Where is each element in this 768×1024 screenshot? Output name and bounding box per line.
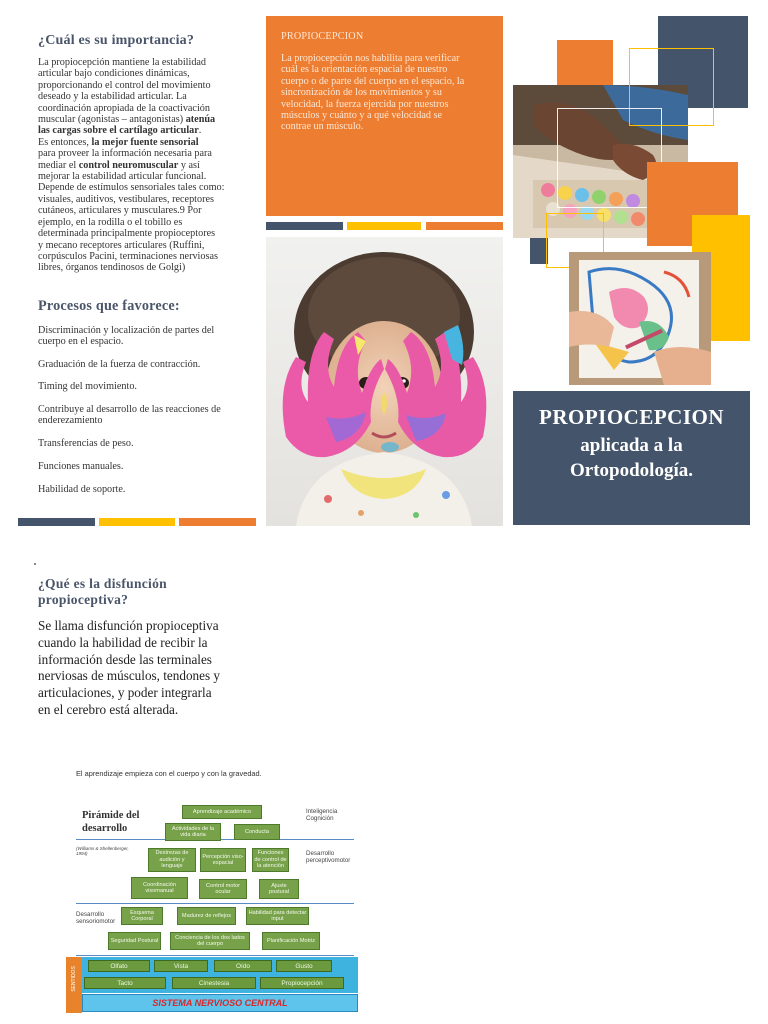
label-percept-line1: Desarrollo xyxy=(306,850,335,857)
child-drawing-photo xyxy=(569,252,711,385)
paragraph-line xyxy=(38,240,268,251)
cover-title: PROPIOCEPCION xyxy=(539,405,724,429)
divider-stripe-yellow xyxy=(99,518,175,526)
process-item: Graduación de la fuerza de contracción. xyxy=(38,359,201,370)
pyr-row4-box: Coordinación visomanual xyxy=(131,877,188,899)
pyramid-divider xyxy=(76,903,354,904)
paragraph-line xyxy=(38,182,268,193)
page-separator-dot xyxy=(34,563,36,565)
pyr-row5-box: Habilidad para detectar input xyxy=(246,907,309,925)
dysfunction-body-line: nerviosas de músculos, tendones y xyxy=(38,668,221,684)
pyr-row1-box: Aprendizaje académico xyxy=(182,805,262,819)
paragraph-line xyxy=(38,125,268,136)
pyramid-citation xyxy=(76,846,129,856)
sense-box: Gusto xyxy=(276,960,332,972)
pyr-row2-box: Actividades de la vida diaria xyxy=(165,823,221,841)
text-run: cutáneos, articulares y musculares.9 Por xyxy=(38,205,202,217)
text-run: y mecano receptores articulares (Ruffini, xyxy=(38,239,205,251)
pyramid-divider xyxy=(76,955,354,956)
divider-stripe-orange xyxy=(426,222,503,230)
paragraph-line xyxy=(38,217,268,228)
paragraph-line xyxy=(38,171,268,182)
sense-box: Olfato xyxy=(88,960,150,972)
sense-box: Propiocepción xyxy=(260,977,344,989)
definition-line: velocidad, la fuerza ejercida por nuestros xyxy=(281,98,449,110)
pyr-row6-box: Seguridad Postural xyxy=(108,932,161,950)
process-item: Habilidad de soporte. xyxy=(38,484,126,495)
paragraph-line xyxy=(38,160,268,171)
text-run: para proveer la información necesaria para xyxy=(38,148,212,160)
divider-stripe-navy xyxy=(266,222,343,230)
label-intel-line1: Inteligencia xyxy=(306,808,338,815)
senses-side-label: SENTIDOS xyxy=(71,966,77,992)
definition-box-title: PROPIOCEPCION xyxy=(281,31,364,42)
pyr-row6-box: Conciencia de los dos lados del cuerpo xyxy=(170,932,250,950)
bold-run: atenúa xyxy=(185,114,216,126)
divider-stripe-navy xyxy=(18,518,95,526)
text-run: . xyxy=(198,125,202,137)
dysfunction-body-line: Se llama disfunción propioceptiva xyxy=(38,618,219,633)
pyr-row2-box: Conducta xyxy=(234,824,280,840)
definition-box-text xyxy=(281,53,489,133)
paragraph-line xyxy=(38,228,268,239)
pyr-row5-box: Esquema Corporal xyxy=(121,907,163,925)
paragraph-line xyxy=(38,205,268,216)
paragraph-line xyxy=(38,251,268,262)
text-run: La propiocepción mantiene la estabilidad xyxy=(38,57,207,68)
text-run: Depende de estímulos sensoriales tales como: xyxy=(38,182,225,194)
cover-subtitle-line1: aplicada a la xyxy=(580,435,683,456)
dysfunction-heading-line2: propioceptiva? xyxy=(38,592,129,607)
process-item: Contribuye al desarrollo de las reacciones de enderezamiento xyxy=(38,404,221,427)
pyramid-citation-line2: 1994) xyxy=(76,851,88,856)
paragraph-line xyxy=(38,194,268,205)
text-run: muscular (agonistas – antagonistas) xyxy=(38,114,186,126)
definition-line: sincronización de los movimientos y su xyxy=(281,87,442,99)
text-run: coordinación apropiada de la coactivación xyxy=(38,102,210,114)
definition-line: cuál es la orientación espacial de nuestro xyxy=(281,64,448,76)
text-run: Es entonces, xyxy=(38,136,92,148)
paragraph-line xyxy=(38,68,268,79)
divider-stripe-orange xyxy=(179,518,256,526)
divider-stripe-yellow xyxy=(347,222,421,230)
text-run: y así xyxy=(178,159,200,171)
label-sensoriomotor xyxy=(76,911,115,925)
text-run: corpúsculos Pacini, terminaciones nerviosas xyxy=(38,250,218,262)
cover-title-block xyxy=(513,391,750,525)
text-run: mejorar la estabilidad articular funcional. xyxy=(38,171,207,183)
pyr-row3-box: Percepción viso-espacial xyxy=(200,848,246,872)
bold-run: las cargas sobre el cartílago articular xyxy=(38,125,199,137)
paragraph-line xyxy=(38,148,268,159)
pyramid-caption: El aprendizaje empieza con el cuerpo y con la gravedad. xyxy=(76,769,262,778)
dysfunction-heading xyxy=(38,576,167,608)
label-perceptivomotor xyxy=(306,850,350,864)
label-sensori-line1: Desarrollo xyxy=(76,911,105,918)
label-intel-line2: Cognición xyxy=(306,815,334,822)
dysfunction-body xyxy=(38,618,268,719)
pyr-row4-box: Ajuste postural xyxy=(259,879,299,899)
sense-box: Tacto xyxy=(84,977,166,989)
definition-line: cuerpo o de parte del cuerpo en el espacio, la xyxy=(281,75,465,87)
paragraph-line xyxy=(38,262,268,273)
label-percept-line2: perceptivomotor xyxy=(306,857,351,864)
processes-heading: Procesos que favorece: xyxy=(38,298,180,314)
pyramid-title xyxy=(82,809,139,835)
definition-line: contrae un músculo. xyxy=(281,121,364,133)
sense-box: Vista xyxy=(154,960,208,972)
pyramid-title-line1: Pirámide del xyxy=(82,810,140,821)
importance-heading: ¿Cuál es su importancia? xyxy=(38,33,195,48)
paragraph-line xyxy=(38,114,268,125)
sense-box: Oído xyxy=(214,960,272,972)
text-run: determinada principalmente propioceptores xyxy=(38,228,216,240)
deco-orange-square-top xyxy=(557,40,613,86)
label-sensori-line2: sensoriomotor xyxy=(76,918,116,925)
dysfunction-body-line: información desde las terminales xyxy=(38,651,212,667)
dysfunction-body-line: articulaciones, y poder integrarla xyxy=(38,685,212,701)
process-item: Funciones manuales. xyxy=(38,461,124,472)
cover-subtitle-line2: Ortopodología. xyxy=(570,460,693,481)
pyr-row3-box: Funciones de control de la atención xyxy=(252,848,289,872)
pyramid-citation-line1: (Williams & Shellenberger, xyxy=(76,846,129,851)
process-item: Transferencias de peso. xyxy=(38,438,134,449)
paragraph-line xyxy=(38,137,268,148)
pyr-row3-box: Destrezas de audición y lenguaje xyxy=(148,848,196,872)
text-run: libres, órganos tendinosos de Golgi) xyxy=(38,262,186,274)
bold-run: control neuromuscular xyxy=(78,159,179,171)
text-run: proporcionando el control del movimiento xyxy=(38,79,211,91)
label-inteligencia xyxy=(306,808,337,822)
text-run: visuales, auditivos, vestibulares, receptores xyxy=(38,193,214,205)
process-item: Discriminación y localización de partes del cuerpo en el espacio. xyxy=(38,325,215,348)
pyr-row5-box: Madurez de reflejos xyxy=(177,907,236,925)
pyr-row4-box: Control motor ocular xyxy=(199,879,247,899)
paragraph-line xyxy=(38,91,268,102)
child-painted-hands-photo xyxy=(266,237,503,526)
paragraph-line xyxy=(38,57,268,68)
bold-run: la mejor fuente sensorial xyxy=(91,136,199,148)
importance-paragraph xyxy=(38,57,268,274)
paragraph-line xyxy=(38,80,268,91)
text-run: mediar el xyxy=(38,159,79,171)
definition-line: músculos y cuánto y a qué velocidad se xyxy=(281,110,442,122)
text-run: ejemplo, en la rodilla o el tobillo es xyxy=(38,216,183,228)
process-item: Timing del movimiento. xyxy=(38,381,137,392)
dysfunction-body-line: en el cerebro está alterada. xyxy=(38,701,179,717)
cns-base-bar: SISTEMA NERVIOSO CENTRAL xyxy=(82,994,358,1012)
proprioception-definition-box xyxy=(266,16,503,216)
sense-box: Cinestesia xyxy=(172,977,256,989)
dysfunction-body-line: cuando la habilidad de recibir la xyxy=(38,634,208,650)
text-run: articular bajo condiciones dinámicas, xyxy=(38,68,190,80)
dysfunction-heading-line1: ¿Qué es la disfunción xyxy=(38,576,167,591)
paragraph-line xyxy=(38,103,268,114)
pyramid-title-line2: desarrollo xyxy=(82,823,128,834)
development-pyramid-figure xyxy=(62,766,362,1016)
text-run: deseado y la estabilidad articular. La xyxy=(38,91,187,103)
definition-line: La propiocepción nos habilita para verificar xyxy=(281,53,460,64)
pyr-row6-box: Planificación Motriz xyxy=(262,932,320,950)
